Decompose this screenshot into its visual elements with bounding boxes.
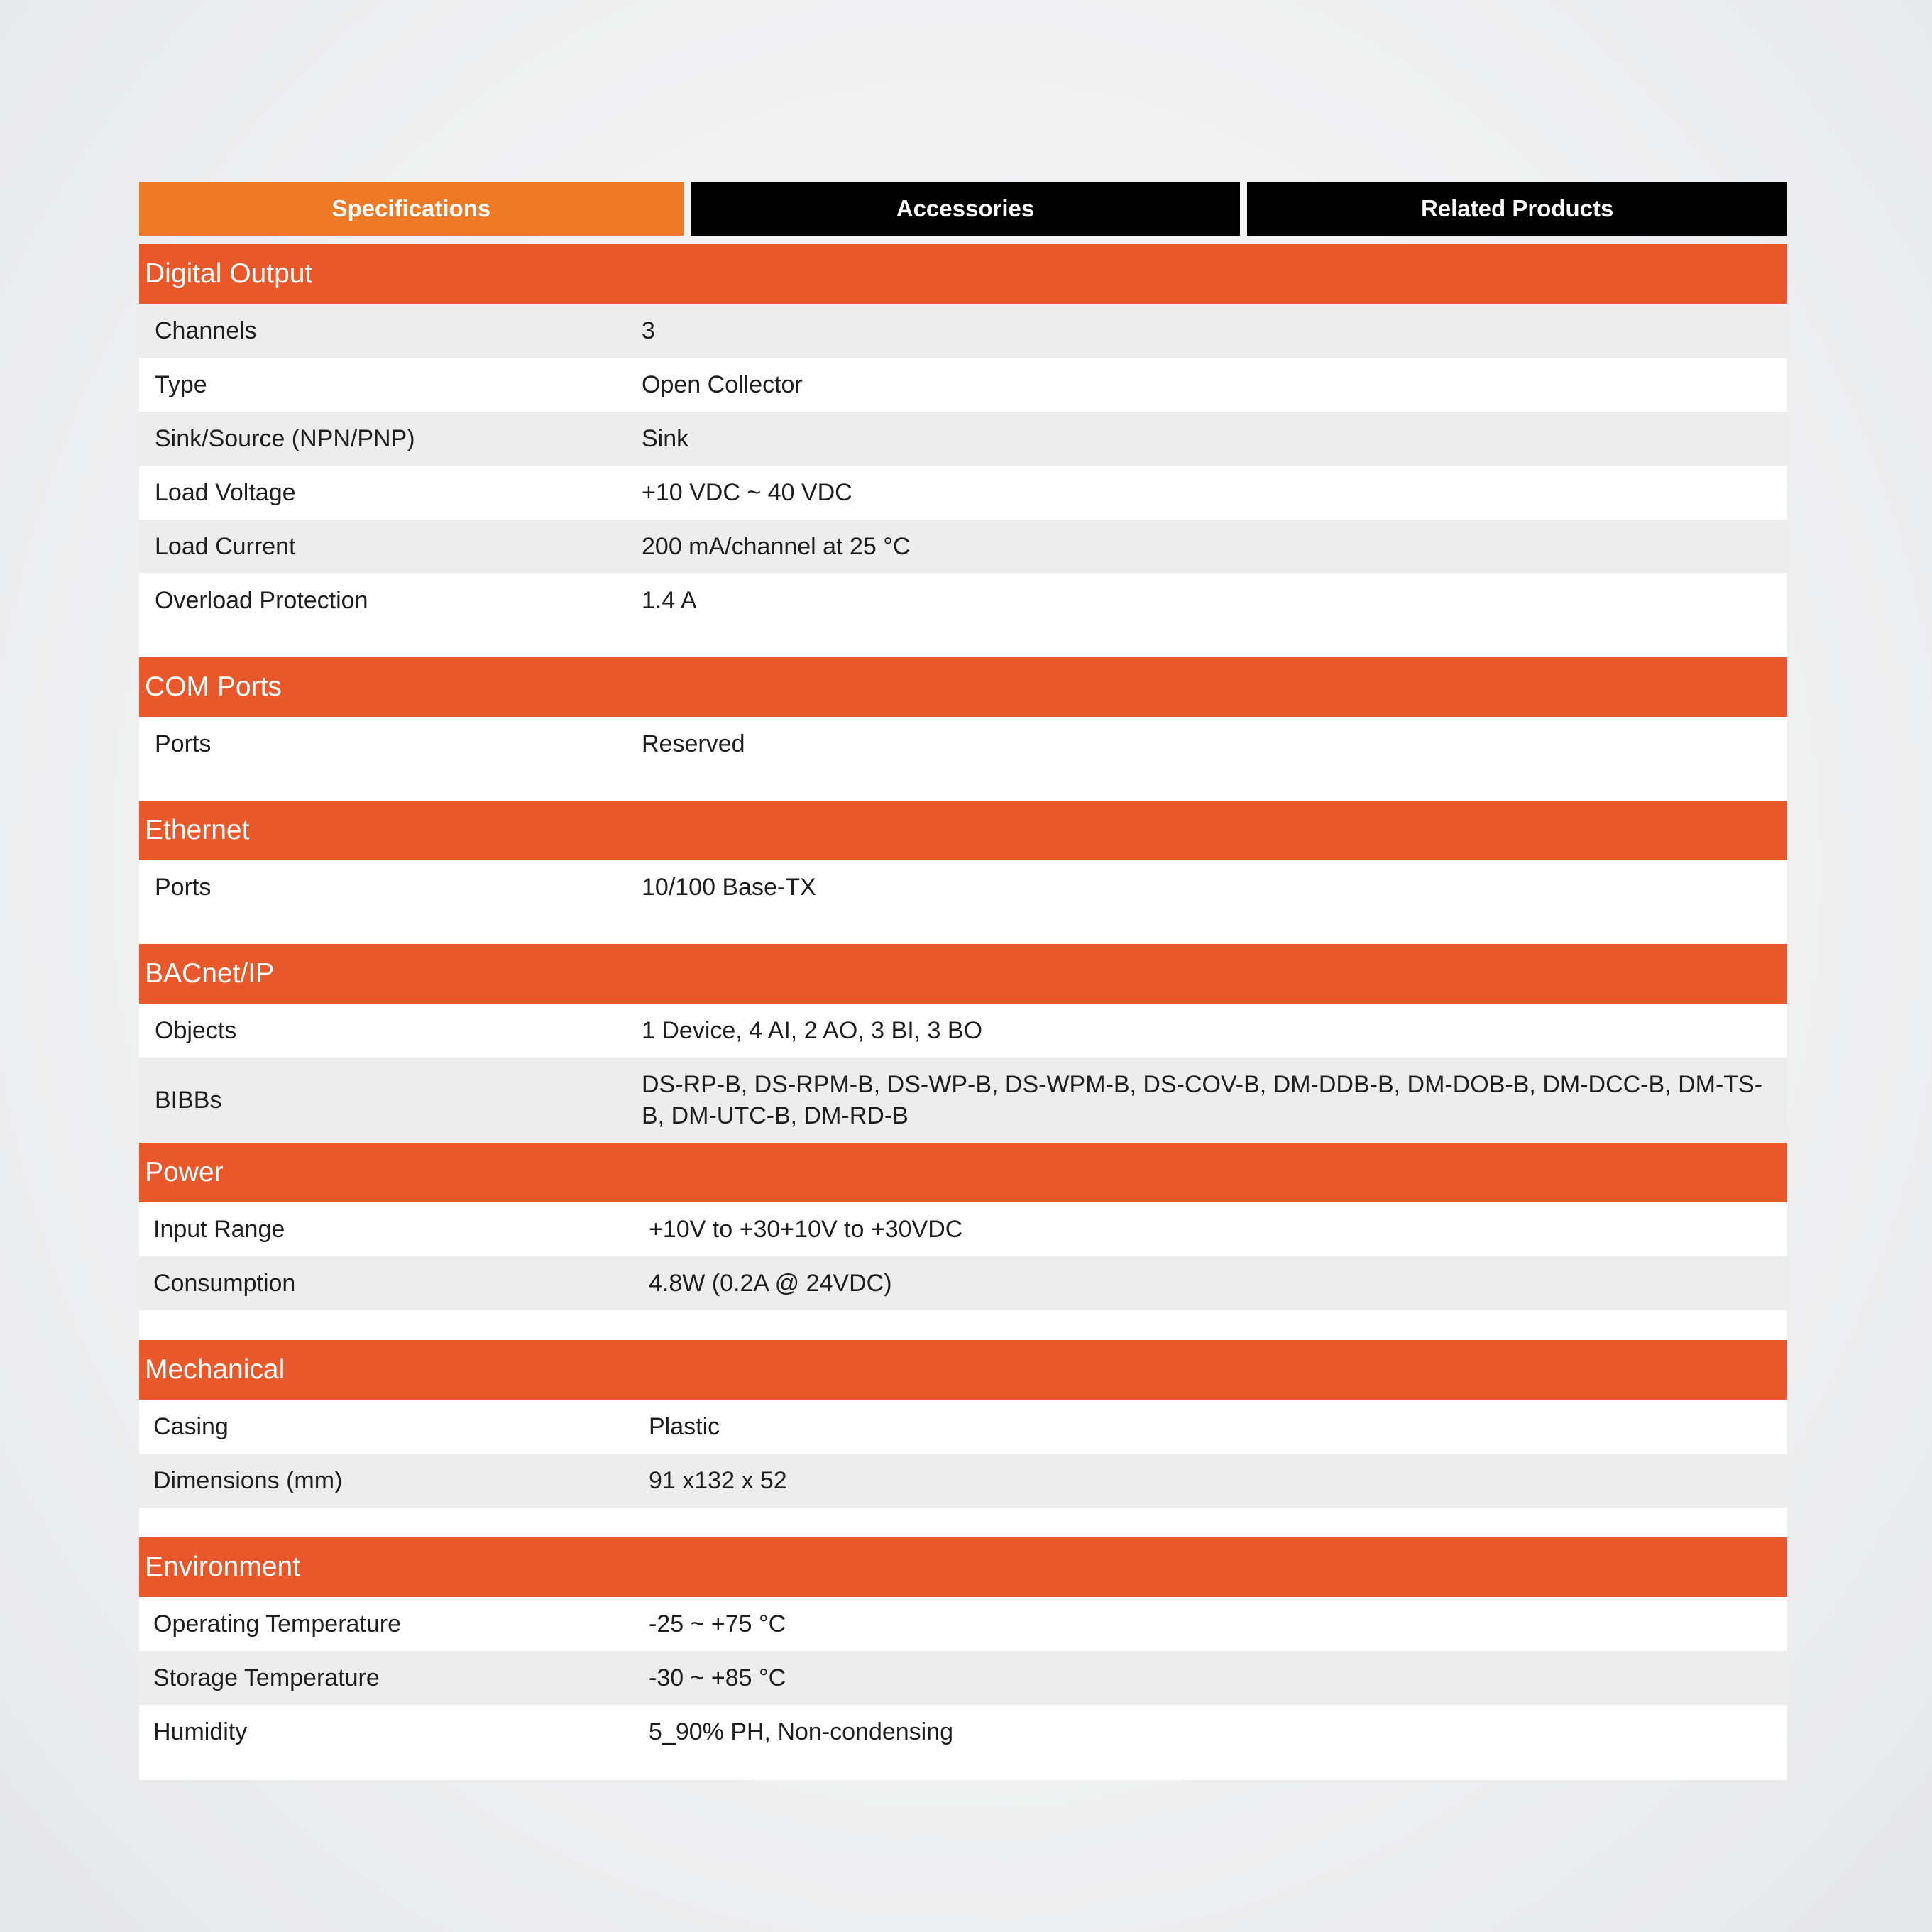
spec-value: 3	[642, 317, 655, 344]
table-row	[139, 1058, 1787, 1143]
spec-label: Type	[155, 371, 207, 398]
spec-label: Channels	[155, 317, 257, 344]
table-row	[139, 1256, 1787, 1310]
tab-bar	[139, 182, 1787, 236]
section-title: Environment	[139, 1537, 1787, 1597]
section-com-ports	[139, 657, 1787, 801]
section-environment	[139, 1537, 1787, 1780]
spec-value: DS-RP-B, DS-RPM-B, DS-WP-B, DS-WPM-B, DS-COV-B, DM-DDB-B, DM-DOB-B, DM-DCC-B, DM-TS-B, DM-UTC-B, DM-RD-B	[642, 1071, 1763, 1129]
spec-value: 4.8W (0.2A @ 24VDC)	[649, 1270, 892, 1297]
spec-value: +10 VDC ~ 40 VDC	[642, 479, 852, 506]
table-row	[139, 466, 1787, 520]
spec-label: Operating Temperature	[153, 1610, 402, 1637]
section-digital-output	[139, 244, 1787, 657]
section-title: Digital Output	[139, 244, 1787, 304]
table-row	[139, 520, 1787, 573]
spec-label: Consumption	[153, 1269, 296, 1297]
spec-value: -30 ~ +85 °C	[649, 1664, 786, 1691]
spec-value: 5_90% PH, Non-condensing	[649, 1718, 954, 1745]
spec-value: 1 Device, 4 AI, 2 AO, 3 BI, 3 BO	[642, 1017, 983, 1044]
spec-value: +10V to +30+10V to +30VDC	[649, 1216, 963, 1243]
spec-value: Reserved	[642, 730, 745, 757]
table-row	[139, 1400, 1787, 1454]
spec-label: Dimensions (mm)	[153, 1466, 343, 1494]
spec-label: Humidity	[153, 1718, 248, 1745]
section-spacer	[139, 627, 1787, 657]
spec-value: 91 x132 x 52	[649, 1467, 787, 1494]
spec-label: BIBBs	[155, 1086, 222, 1114]
section-spacer	[139, 914, 1787, 944]
section-title: BACnet/IP	[139, 944, 1787, 1004]
spec-value: 1.4 A	[642, 587, 697, 614]
section-spacer	[139, 771, 1787, 801]
section-title: Mechanical	[139, 1340, 1787, 1400]
table-row	[139, 1454, 1787, 1508]
section-mechanical	[139, 1340, 1787, 1537]
spec-label: Overload Protection	[155, 586, 368, 614]
section-ethernet	[139, 801, 1787, 944]
spec-label: Objects	[155, 1016, 237, 1044]
spec-value: Sink	[642, 425, 689, 452]
section-spacer	[139, 1508, 1787, 1537]
spec-value: Open Collector	[642, 371, 803, 398]
table-row	[139, 860, 1787, 914]
spec-label: Sink/Source (NPN/PNP)	[155, 424, 415, 452]
section-spacer	[139, 1310, 1787, 1340]
spec-label: Ports	[155, 730, 212, 757]
table-row	[139, 1004, 1787, 1058]
spec-label: Storage Temperature	[153, 1664, 380, 1691]
spec-value: -25 ~ +75 °C	[649, 1610, 786, 1637]
table-row	[139, 1705, 1787, 1759]
table-row	[139, 1651, 1787, 1705]
section-title: Power	[139, 1143, 1787, 1202]
spec-label: Load Voltage	[155, 478, 296, 506]
spec-value: 10/100 Base-TX	[642, 874, 816, 901]
table-row	[139, 412, 1787, 466]
table-row	[139, 573, 1787, 627]
spec-label: Casing	[153, 1412, 229, 1440]
tab-specifications[interactable]: Specifications	[139, 182, 684, 236]
table-row	[139, 1597, 1787, 1651]
section-title: COM Ports	[139, 657, 1787, 717]
spec-label: Ports	[155, 873, 212, 901]
spec-value: 200 mA/channel at 25 °C	[642, 533, 911, 560]
tab-accessories[interactable]: Accessories	[691, 182, 1241, 236]
specifications-panel	[139, 182, 1787, 1780]
spec-label: Input Range	[153, 1215, 285, 1243]
table-row	[139, 717, 1787, 771]
table-row	[139, 304, 1787, 358]
tab-related-products[interactable]: Related Products	[1247, 182, 1787, 236]
section-spacer	[139, 1759, 1787, 1780]
section-bacnet-ip	[139, 944, 1787, 1143]
spec-label: Load Current	[155, 532, 296, 560]
table-row	[139, 358, 1787, 412]
section-power	[139, 1143, 1787, 1340]
table-row	[139, 1202, 1787, 1256]
section-title: Ethernet	[139, 801, 1787, 860]
spec-value: Plastic	[649, 1413, 720, 1440]
